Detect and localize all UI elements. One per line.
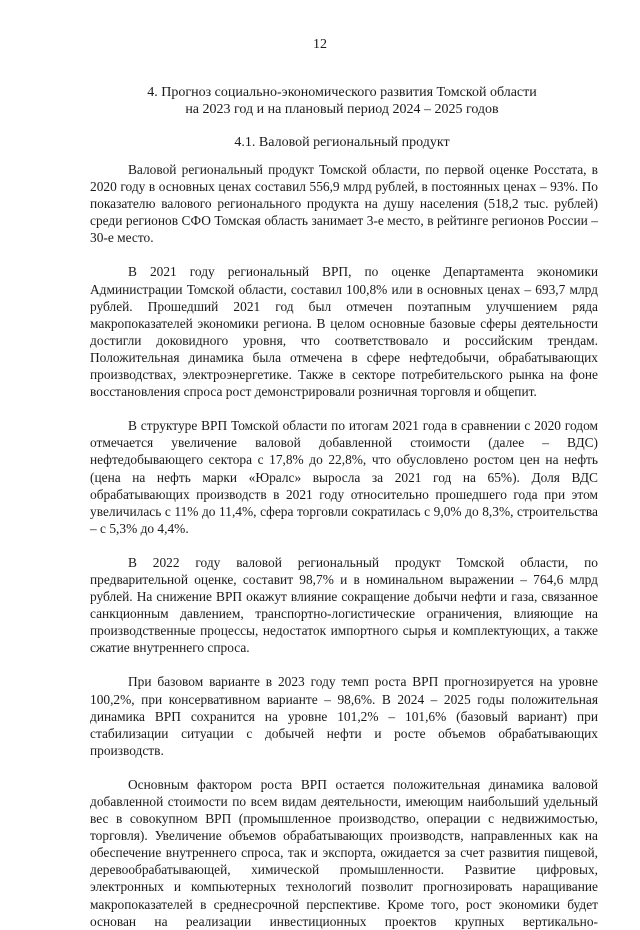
paragraph-grp-structure: В структуре ВРП Томской области по итогам 2021 года в сравнении с 2020 годом отмечается увеличение валовой добавленной стоимости (далее – ВДС) нефтедобывающего сектора с 17,8% до 22,8%, что обусловлено ростом цен на нефть (цена на нефть марки «Юралс» выросла за 2021 год на 65%). Доля ВДС обрабатывающих производств в 2021 году относительно прошедшего года при этом увеличилась с 11% до 11,4%, сфера торговли сократилась с 9,0% до 8,3%, строительства – с 5,3% до 4,4%. — [90, 418, 598, 536]
section-heading — [72, 84, 612, 118]
paragraph-grp-forecast: При базовом варианте в 2023 году темп роста ВРП прогнозируется на уровне 100,2%, при консервативном варианте – 98,6%. В 2024 – 2025 годы положительная динамика ВРП сохранится на уровне 101,2% – 101,6% (базовый вариант) при стабилизации ситуации с добычей нефти и росте объемов обрабатывающих производств. — [90, 674, 598, 758]
page-number: 12 — [313, 37, 327, 52]
paragraph-grp-2022: В 2022 году валовой региональный продукт Томской области, по предварительной оценке, составит 98,7% и в номинальном выражении – 764,6 млрд рублей. На снижение ВРП окажут влияние сокращение добычи нефти и газа, связанное санкционным давлением, транспортно-логистические ограничения, влияющие на производственные процессы, недостаток импортного сырья и комплектующих, а также сжатие внутреннего спроса. — [90, 554, 598, 656]
body-text — [90, 161, 598, 930]
paragraph-growth-factors: Основным фактором роста ВРП остается положительная динамика валовой добавленной стоимости по всем видам деятельности, имеющим наибольший удельный вес в совокупном ВРП (промышленное производство, операции с недвижимостью, торговля). Увеличение объемов обрабатывающих производств, направленных как на обеспечение внутреннего спроса, так и экспорта, ожидается за счет развития пищевой, деревообрабатывающей, химической промышленности. Развитие цифровых, электронных и компьютерных технологий позволит прогнозировать наращивание макропоказателей в среднесрочной перспективе. Кроме того, рост экономики будет основан на реализации инвестиционных проектов крупных вертикально- — [90, 776, 598, 929]
paragraph-grp-2020: Валовой региональный продукт Томской области, по первой оценке Росстата, в 2020 году в основных ценах составил 556,9 млрд рублей, в постоянных ценах – 93%. По показателю валового регионального продукта на душу населения (518,2 тыс. рублей) среди регионов СФО Томская область занимает 3-е место, в рейтинге регионов России – 30-е место. — [90, 162, 598, 246]
section-heading-line-1: 4. Прогноз социально-экономического развития Томской области — [147, 85, 537, 100]
section-heading-line-2: на 2023 год и на плановый период 2024 – 2025 годов — [185, 102, 499, 117]
paragraph-grp-2021: В 2021 году региональный ВРП, по оценке Департамента экономики Администрации Томской области, составил 100,8% или в основных ценах – 693,7 млрд рублей. Прошедший 2021 год был отмечен поэтапным улучшением ряда макропоказателей экономики региона. В целом основные базовые сферы деятельности достигли доковидного уровня, что соответствовало и российским трендам. Положительная динамика была отмечена в сфере нефтедобычи, обрабатывающих производствах, электроэнергетике. Также в секторе потребительского рынка на фоне восстановления спроса рост демонстрировали розничная торговля и общепит. — [90, 264, 598, 400]
subsection-heading: 4.1. Валовой региональный продукт — [234, 135, 450, 150]
